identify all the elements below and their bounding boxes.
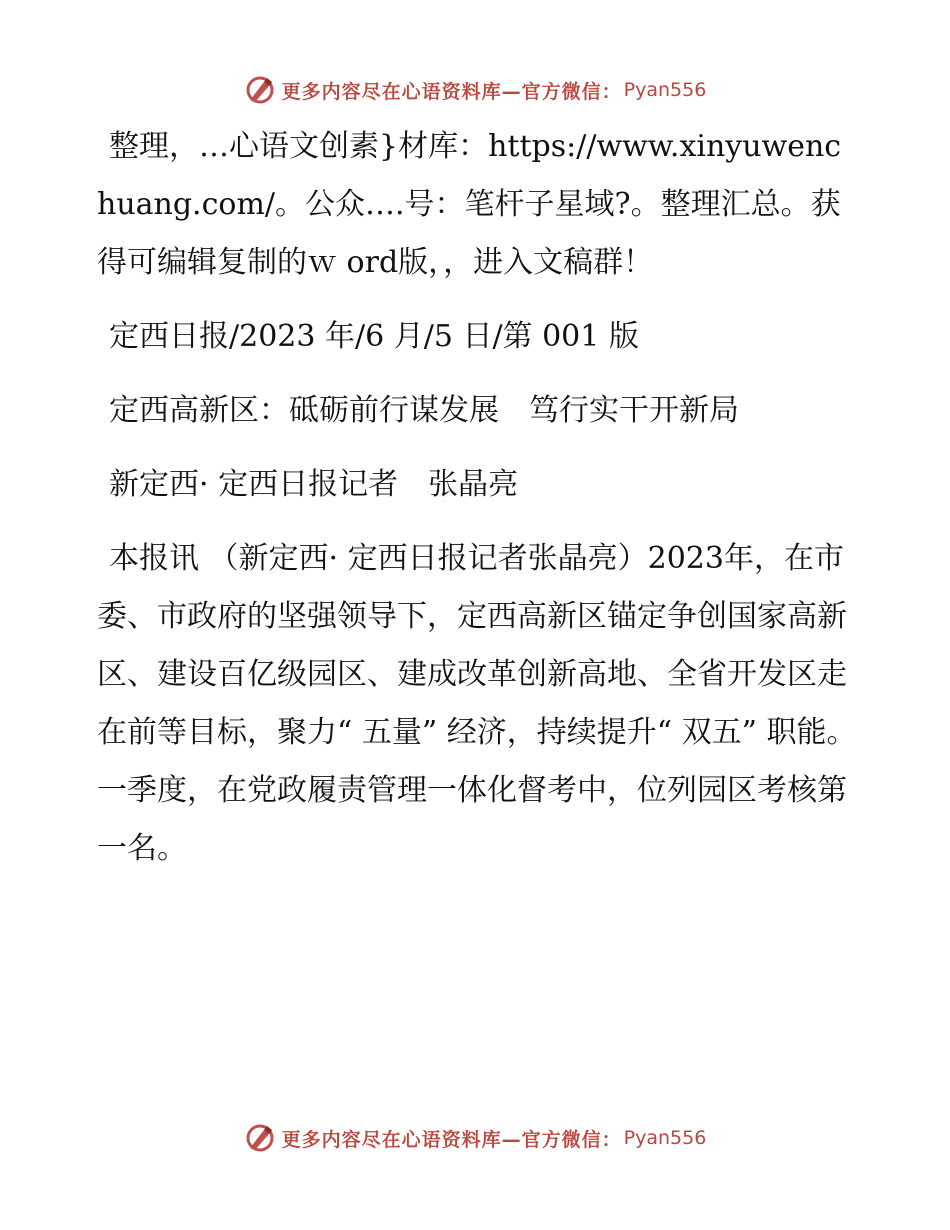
pen-logo-icon — [244, 74, 276, 106]
body-paragraph: 本报讯 （新定西· 定西日报记者张晶亮）2023年，在市委、市政府的坚强领导下，定西高新区锚定争创国家高新区、建设百亿级园区、建成改革创新高地、全省开发区走在前等目标，聚力“ 五量” 经济，持续提升“ 双五” 职能。一季度，在党政履责管理一体化督考中，位列园区考核第一名。 — [97, 541, 857, 866]
source-line: 定西日报/2023 年/6 月/5 日/第 001 版 — [109, 319, 639, 354]
banner-text: 更多内容尽在心语资料库—官方微信： — [281, 1128, 622, 1151]
wechat-id: Pyan556 — [623, 1127, 707, 1149]
byline: 新定西· 定西日报记者 张晶亮 — [109, 467, 519, 502]
intro-paragraph: 整理，…心语文创素}材库：https://www.xinyuwenchuang.com/。公众….号：笔杆子星域?。整理汇总。获得可编辑复制的ｗ ord版，，进入文稿群！ — [97, 129, 842, 280]
wechat-id: Pyan556 — [623, 79, 707, 101]
banner-text: 更多内容尽在心语资料库—官方微信： — [281, 80, 622, 103]
article-headline: 定西高新区：砥砺前行谋发展 笃行实干开新局 — [109, 393, 739, 428]
footer-watermark-banner — [0, 1118, 950, 1158]
pen-logo-icon — [244, 1122, 276, 1154]
document-body — [97, 118, 857, 878]
header-watermark-banner — [0, 70, 950, 110]
